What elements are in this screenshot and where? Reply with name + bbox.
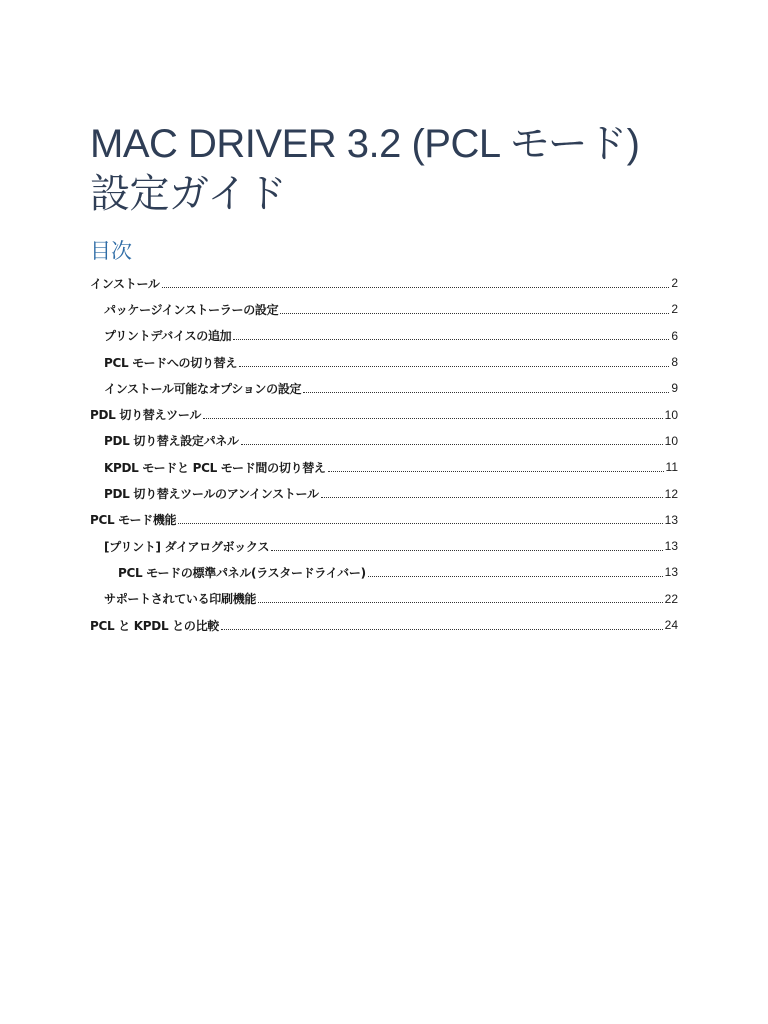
toc-dot-leader xyxy=(162,286,670,288)
toc-entry[interactable] xyxy=(90,559,678,585)
toc-entry-label: KPDL モードと PCL モード間の切り替え xyxy=(104,460,326,475)
toc-entry-page-number: 13 xyxy=(664,565,678,580)
toc-entry-label: PCL モードの標準パネル(ラスタードライバー) xyxy=(118,565,366,580)
toc-entry[interactable] xyxy=(90,401,678,427)
table-of-contents xyxy=(90,270,678,638)
toc-entry-label: PDL 切り替え設定パネル xyxy=(104,434,239,449)
toc-entry-label: サポートされている印刷機能 xyxy=(104,592,257,607)
document-title xyxy=(90,119,710,219)
toc-entry-page-number: 12 xyxy=(664,486,678,501)
toc-entry-page-number: 13 xyxy=(664,512,678,527)
toc-entry-page-number: 22 xyxy=(664,591,678,606)
toc-dot-leader xyxy=(280,312,669,314)
toc-entry-page-number: 10 xyxy=(664,407,678,422)
toc-entry-page-number: 13 xyxy=(664,539,678,554)
toc-entry-label: インストール xyxy=(90,276,160,291)
toc-dot-leader xyxy=(203,417,663,419)
toc-entry-label: PDL 切り替えツール xyxy=(90,408,202,423)
toc-dot-leader xyxy=(178,522,662,524)
toc-entry-page-number: 9 xyxy=(671,381,678,396)
toc-entry-page-number: 10 xyxy=(664,433,678,448)
toc-dot-leader xyxy=(239,365,669,367)
document-title-line-2: 設定ガイド xyxy=(90,171,287,216)
toc-entry[interactable] xyxy=(90,296,678,322)
toc-dot-leader xyxy=(321,496,663,498)
toc-dot-leader xyxy=(303,391,669,393)
toc-entry-label: [プリント] ダイアログボックス xyxy=(104,539,270,554)
toc-dot-leader xyxy=(368,575,663,577)
toc-heading: 目次 xyxy=(90,239,132,263)
toc-entry-label: PCL と KPDL との比較 xyxy=(90,618,219,633)
toc-entry-page-number: 2 xyxy=(671,276,678,291)
toc-dot-leader xyxy=(328,470,664,472)
toc-entry[interactable] xyxy=(90,323,678,349)
toc-dot-leader xyxy=(233,338,669,340)
toc-entry-label: PCL モード機能 xyxy=(90,513,177,528)
toc-entry-label: パッケージインストーラーの設定 xyxy=(104,302,279,317)
toc-entry-label: インストール可能なオプションの設定 xyxy=(104,381,302,396)
toc-entry-page-number: 8 xyxy=(671,355,678,370)
toc-entry[interactable] xyxy=(90,375,678,401)
toc-entry-page-number: 24 xyxy=(664,618,678,632)
toc-entry-label: プリントデバイスの追加 xyxy=(104,329,232,344)
toc-entry-label: PDL 切り替えツールのアンインストール xyxy=(104,487,319,502)
toc-entry[interactable] xyxy=(90,586,678,612)
toc-entry[interactable] xyxy=(90,270,678,296)
toc-entry[interactable] xyxy=(90,349,678,375)
toc-entry[interactable] xyxy=(90,612,678,638)
toc-entry-page-number: 11 xyxy=(665,460,678,475)
toc-entry-page-number: 6 xyxy=(671,328,678,343)
toc-entry-label: PCL モードへの切り替え xyxy=(104,355,238,370)
toc-entry-page-number: 2 xyxy=(671,302,678,317)
toc-dot-leader xyxy=(271,549,662,551)
toc-entry[interactable] xyxy=(90,428,678,454)
toc-dot-leader xyxy=(221,628,663,630)
document-title-line-1: MAC DRIVER 3.2 (PCL モード) xyxy=(90,121,640,166)
toc-entry[interactable] xyxy=(90,533,678,559)
toc-entry[interactable] xyxy=(90,507,678,533)
toc-entry[interactable] xyxy=(90,480,678,506)
toc-dot-leader xyxy=(241,443,663,445)
toc-dot-leader xyxy=(258,601,663,603)
toc-entry[interactable] xyxy=(90,454,678,480)
